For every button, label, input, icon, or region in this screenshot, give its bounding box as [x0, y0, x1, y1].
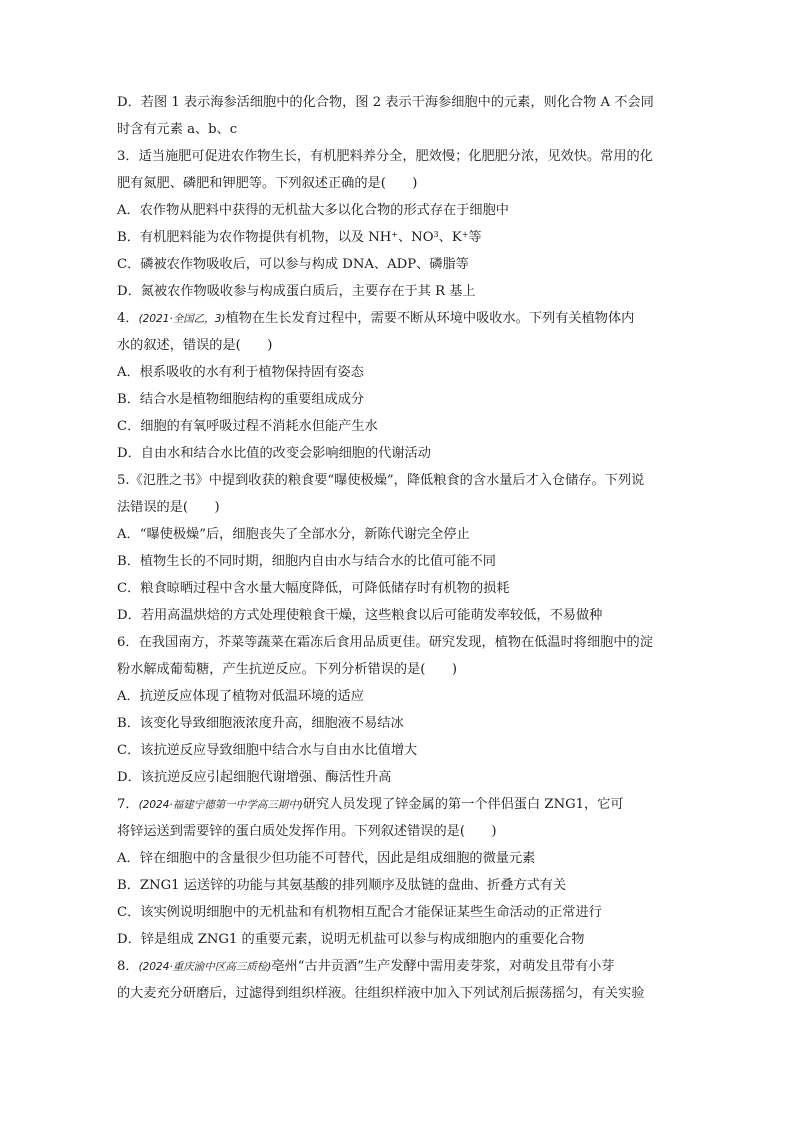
q7-stem-text: 研究人员发现了锌金属的第一个伴侣蛋白 ZNG1，它可 [302, 797, 624, 812]
q7-option-c: C．该实例说明细胞中的无机盐和有机物相互配合才能保证某些生命活动的正常进行 [117, 905, 602, 920]
q5-option-c: C．粮食晾晒过程中含水量大幅度降低，可降低储存时有机物的损耗 [117, 581, 510, 596]
q4-option-c: C．细胞的有氧呼吸过程不消耗水但能产生水 [117, 419, 378, 434]
q2-option-d-line2: 时含有元素 a、b、c [117, 122, 238, 137]
q8-stem-text: 亳州“古井贡酒”生产发酵中需用麦芽浆，对萌发且带有小芽 [271, 959, 615, 974]
q4-stem-line1 [117, 310, 634, 328]
q8-stem-line2: 的大麦充分研磨后，过滤得到组织样液。往组织样液中加入下列试剂后振荡摇匀，有关实验 [117, 986, 645, 1001]
q6-option-c: C．该抗逆反应导致细胞中结合水与自由水比值增大 [117, 743, 418, 758]
q3-option-b [117, 229, 482, 247]
q3-stem-line2: 肥有氮肥、磷肥和钾肥等。下列叙述正确的是( ) [117, 176, 418, 191]
k-charge: + [461, 230, 469, 239]
q7-option-a: A．锌在细胞中的含量很少但功能不可替代，因此是组成细胞的微量元素 [117, 851, 536, 866]
q7-stem-line2: 将锌运送到需要锌的蛋白质处发挥作用。下列叙述错误的是( ) [117, 824, 497, 839]
q3-option-d: D．氮被农作物吸收参与构成蛋白质后，主要存在于其 R 基上 [117, 284, 476, 299]
q7-number: 7． [117, 797, 139, 812]
nh4-charge: + [391, 230, 398, 239]
q3-option-c: C．磷被农作物吸收后，可以参与构成 DNA、ADP、磷脂等 [117, 257, 469, 272]
q3-option-b-end: 等 [468, 230, 482, 245]
q7-source: (2024·福建宁德第一中学高三期中) [138, 799, 303, 811]
q2-option-d-line1: D．若图 1 表示海参活细胞中的化合物，图 2 表示干海参细胞中的元素，则化合物 A 不会同 [117, 95, 654, 110]
q4-option-a: A．根系吸收的水有利于植物保持固有姿态 [117, 365, 364, 380]
q4-option-b: B．结合水是植物细胞结构的重要组成成分 [117, 392, 365, 407]
q4-stem-text: 植物在生长发育过程中，需要不断从环境中吸收水。下列有关植物体内 [225, 311, 635, 326]
q4-option-d: D．自由水和结合水比值的改变会影响细胞的代谢活动 [117, 446, 431, 461]
q5-option-d: D．若用高温烘焙的方式处理使粮食干燥，这些粮食以后可能萌发率较低，不易做种 [117, 608, 603, 623]
q7-option-b: B．ZNG1 运送锌的功能与其氨基酸的排列顺序及肽链的盘曲、折叠方式有关 [117, 878, 567, 893]
q3-stem-line1: 3．适当施肥可促进农作物生长，有机肥料养分全，肥效慢；化肥肥分浓，见效快。常用的化 [117, 149, 653, 164]
q3-option-b-no3: 、NO [398, 230, 434, 245]
q8-stem-line1 [117, 958, 615, 976]
q3-option-b-text: B．有机肥料能为农作物提供有机物，以及 NH [117, 230, 392, 245]
q6-stem-line1: 6．在我国南方，芥菜等蔬菜在霜冻后食用品质更佳。研究发现，植物在低温时将细胞中的淀 [117, 635, 653, 650]
q5-option-a: A．“曝使极燥”后，细胞丧失了全部水分，新陈代谢完全停止 [117, 527, 470, 542]
q4-number: 4． [117, 311, 139, 326]
q6-stem-line2: 粉水解成葡萄糖，产生抗逆反应。下列分析错误的是( ) [117, 662, 457, 677]
no3-subscript: 3 [433, 230, 439, 239]
q8-source: (2024·重庆渝中区高三质检) [138, 961, 272, 973]
q4-stem-line2: 水的叙述，错误的是( ) [117, 338, 273, 353]
q3-option-b-k: 、K [438, 230, 462, 245]
q3-option-a: A．农作物从肥料中获得的无机盐大多以化合物的形式存在于细胞中 [117, 203, 509, 218]
q7-stem-line1 [117, 796, 624, 814]
q5-stem-line2: 法错误的是( ) [117, 500, 220, 515]
q6-option-d: D．该抗逆反应引起细胞代谢增强、酶活性升高 [117, 770, 392, 785]
q4-source: (2021·全国乙，3) [138, 313, 226, 325]
q8-number: 8． [117, 959, 139, 974]
q5-option-b: B．植物生长的不同时期，细胞内自由水与结合水的比值可能不同 [117, 554, 496, 569]
q6-option-b: B．该变化导致细胞液浓度升高，细胞液不易结冰 [117, 716, 404, 731]
q7-option-d: D．锌是组成 ZNG1 的重要元素，说明无机盐可以参与构成细胞内的重要化合物 [117, 932, 585, 947]
q5-stem-line1: 5.《氾胜之书》中提到收获的粮食要“曝使极燥”，降低粮食的含水量后才入仓储存。下列说 [117, 473, 645, 488]
q6-option-a: A．抗逆反应体现了植物对低温环境的适应 [117, 689, 364, 704]
